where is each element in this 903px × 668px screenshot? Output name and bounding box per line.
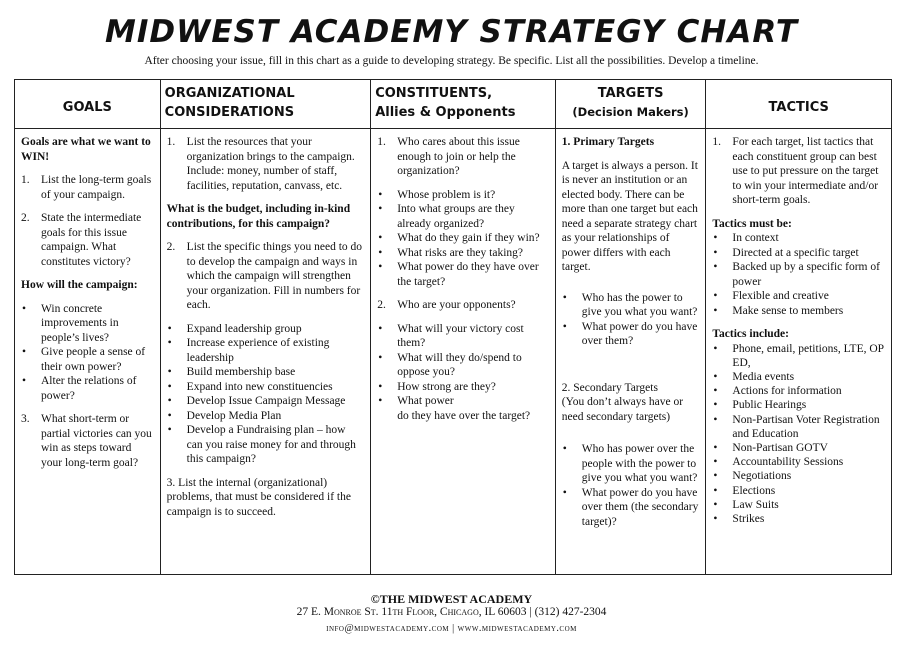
list-item-text: What do they gain if they win? [397, 232, 540, 244]
bullet-icon: • [22, 346, 27, 358]
bullet-icon: • [378, 232, 383, 244]
bullet-icon: • [713, 342, 718, 355]
list-item [712, 512, 885, 526]
targets-header [556, 80, 706, 129]
goals-item-1 [21, 173, 154, 202]
constituents-header [371, 80, 555, 129]
list-item [377, 260, 549, 289]
list-item-text: What power do you have over them (the secondary target)? [581, 486, 699, 528]
page-title: MIDWEST ACADEMY STRATEGY CHART [105, 14, 798, 50]
list-item-text: Alter the relations of power? [41, 375, 137, 402]
strategy-chart [14, 79, 892, 575]
bullet-icon: • [167, 380, 172, 393]
list-item-text: Increase experience of existing leadership [186, 337, 330, 364]
list-item-text: How strong are they? [397, 380, 496, 393]
org-body [161, 129, 371, 519]
bullet-icon: • [167, 409, 172, 422]
list-item-text: What power [397, 395, 454, 407]
list-item-text: Flexible and creative [732, 290, 829, 302]
list-item [562, 442, 700, 486]
targets-header-line1: TARGETS [597, 86, 664, 101]
list-item [712, 498, 885, 512]
item-text: State the intermediate goals for this issue campaign. What constitutes victory? [41, 212, 142, 268]
list-item-text: Develop Media Plan [186, 409, 282, 422]
list-item [562, 320, 700, 349]
bullet-icon: • [713, 498, 718, 511]
item-number: 1. [21, 174, 30, 186]
bullet-icon: • [713, 261, 718, 273]
tactics-body [706, 129, 891, 526]
bullet-icon: • [562, 320, 567, 333]
bullet-icon: • [167, 322, 172, 335]
constituents-item-1 [377, 135, 549, 179]
constituents-bullets-2 [377, 322, 549, 409]
list-item [21, 345, 154, 374]
tactics-item-1 [712, 135, 885, 208]
bullet-icon: • [713, 290, 718, 302]
bullet-icon: • [713, 232, 718, 244]
list-item-text: In context [732, 232, 779, 244]
list-item-text: Give people a sense of their own power? [41, 346, 146, 373]
bullet-icon: • [378, 351, 383, 364]
list-item [21, 302, 154, 346]
list-item-text: What will they do/spend to oppose you? [397, 351, 522, 378]
bullet-icon: • [22, 302, 27, 315]
list-item-text: Non-Partisan GOTV [732, 441, 828, 454]
bullet-icon: • [22, 375, 27, 387]
list-item-text: Non-Partisan Voter Registration and Education [732, 413, 880, 440]
org-header-line1: ORGANIZATIONAL [164, 86, 295, 101]
goals-item-3 [21, 412, 154, 470]
tactics-must-heading: Tactics must be: [712, 217, 792, 230]
bullet-icon: • [378, 322, 383, 335]
bullet-icon: • [167, 395, 172, 407]
item-number: 2. [377, 299, 386, 311]
org-item-2 [167, 240, 365, 313]
list-item [21, 374, 154, 403]
bullet-icon: • [713, 470, 718, 483]
item-number: 3. [21, 413, 30, 425]
tactics-header-label: TACTICS [768, 100, 829, 115]
goals-header [15, 80, 160, 129]
list-item [712, 413, 885, 441]
list-item-text: Elections [732, 484, 776, 497]
list-item-text: Backed up by a specific form of power [732, 261, 880, 288]
targets-secondary-heading: 2. Secondary Targets [561, 381, 658, 394]
list-item-text: Who has the power to give you what you want? [581, 291, 698, 318]
item-text: Who cares about this issue enough to join or help the organization? [397, 136, 520, 177]
list-item [712, 398, 885, 412]
item-number: 2. [21, 212, 30, 224]
bullet-icon: • [167, 424, 172, 436]
list-item-text: What risks are they taking? [397, 246, 524, 259]
constituents-body [371, 129, 555, 423]
goals-intro: Goals are what we want to WIN! [21, 136, 151, 163]
constituents-bullets-1 [377, 188, 549, 290]
list-item-text: Accountability Sessions [732, 456, 844, 469]
footer-org: ©THE MIDWEST ACADEMY [370, 592, 533, 606]
list-item-text: Expand leadership group [186, 322, 302, 335]
bullet-icon: • [562, 486, 567, 499]
constituents-column [371, 80, 556, 574]
org-header-line2: CONSIDERATIONS [164, 105, 295, 120]
bullet-icon: • [378, 188, 383, 201]
goals-body [15, 129, 160, 470]
item-text: List the resources that your organization brings to the campaign. Include: money, number of staff, facilities, reputation, canvass, etc. [186, 136, 355, 192]
bullet-icon: • [378, 261, 383, 273]
org-budget-heading: What is the budget, including in-kind contributions, for this campaign? [166, 203, 351, 230]
list-item [167, 365, 365, 380]
page-subtitle: After choosing your issue, fill in this chart as a guide to developing strategy. Be specific. List all the possibilities. Develop a timeline. [144, 55, 759, 67]
targets-column [556, 80, 707, 574]
list-item-text: Whose problem is it? [397, 188, 496, 201]
bullet-icon: • [713, 441, 718, 454]
list-item [167, 336, 365, 365]
list-item [377, 231, 549, 246]
list-item [167, 394, 365, 409]
targets-bullets-1 [562, 291, 700, 349]
bullet-icon: • [713, 512, 718, 525]
item-text: List the long-term goals of your campaign. [41, 174, 152, 201]
list-item [712, 304, 885, 319]
list-item-text: Win concrete improvements in people’s lives? [41, 302, 119, 344]
tactics-column [706, 80, 891, 574]
list-item [712, 231, 885, 246]
footer-address: 27 E. Monroe St. 11th Floor, Chicago, IL 60603 | (312) 427-2304 [296, 606, 607, 618]
list-item [167, 409, 365, 424]
bullet-icon: • [713, 385, 718, 398]
list-item [712, 289, 885, 304]
bullet-icon: • [713, 456, 718, 469]
goals-item-2 [21, 211, 154, 269]
list-item [562, 291, 700, 320]
constituents-trailing-text: do they have over the target? [397, 409, 531, 422]
goals-bullets [21, 302, 154, 404]
bullet-icon: • [378, 380, 383, 393]
bullet-icon: • [167, 366, 172, 378]
list-item [377, 188, 549, 203]
targets-primary-text: A target is always a person. It is never an institution or an elected body. There can be more than one target but each need a separate strategy chart as your relationships of power differs with each target. [561, 159, 698, 273]
item-number: 1. [166, 136, 176, 148]
item-number: 2. [166, 241, 176, 253]
list-item-text: Phone, email, petitions, LTE, OP ED, [732, 342, 884, 369]
list-item-text: Law Suits [732, 498, 779, 511]
item-text: For each target, list tactics that each constituent group can best use to put pressure on the target to win your intermediate and/or short-term goals. [732, 136, 879, 206]
list-item [167, 322, 365, 337]
bullet-icon: • [378, 395, 383, 407]
targets-bullets-2 [562, 442, 700, 529]
list-item [377, 322, 549, 351]
targets-secondary-text: (You don’t always have or need secondary targets) [561, 396, 684, 423]
list-item [712, 455, 885, 469]
list-item-text: What power do they have over the target? [397, 261, 539, 288]
org-bullets [167, 322, 365, 467]
list-item [712, 260, 885, 289]
constituents-header-line1: CONSTITUENTS, [375, 86, 493, 101]
list-item [712, 370, 885, 384]
org-header [161, 80, 371, 129]
item-text: List the specific things you need to do to develop the campaign and ways in which the campaign will strengthen your organization. Fill in numbers for each. [186, 241, 363, 311]
tactics-header [706, 80, 891, 129]
constituents-header-line2: Allies & Opponents [375, 105, 516, 120]
bullet-icon: • [378, 246, 383, 259]
item-text: Who are your opponents? [397, 299, 516, 311]
list-item-text: Expand into new constituencies [186, 380, 333, 393]
list-item [377, 394, 549, 409]
list-item-text: Who has power over the people with the power to give you what you want? [581, 443, 698, 484]
org-column [161, 80, 372, 574]
list-item-text: Media events [732, 370, 795, 383]
list-item [377, 246, 549, 261]
list-item-text: Develop Issue Campaign Message [186, 395, 346, 407]
bullet-icon: • [713, 246, 718, 259]
list-item-text: Public Hearings [732, 399, 807, 412]
item-number: 1. [712, 136, 722, 148]
list-item [377, 351, 549, 380]
list-item [712, 441, 885, 455]
list-item-text: What will your victory cost them? [397, 322, 524, 349]
list-item [712, 246, 885, 261]
list-item-text: Directed at a specific target [732, 246, 859, 259]
bullet-icon: • [562, 291, 567, 304]
list-item [712, 484, 885, 498]
bullet-icon: • [713, 399, 718, 412]
org-item-3: 3. List the internal (organizational) problems, that must be considered if the campaign is to succeed. [166, 476, 351, 518]
list-item-text: What power do you have over them? [581, 320, 698, 347]
tactics-include-bullets [712, 342, 885, 527]
tactics-include-heading: Tactics include: [712, 328, 789, 340]
list-item [712, 342, 885, 370]
list-item-text: Develop a Fundraising plan – how can you raise money for and through this campaign? [186, 424, 356, 465]
list-item [712, 469, 885, 483]
targets-body [556, 129, 706, 529]
bullet-icon: • [713, 484, 718, 497]
list-item-text: Actions for information [732, 385, 842, 398]
list-item-text: Build membership base [186, 366, 296, 378]
list-item [167, 380, 365, 395]
list-item [562, 486, 700, 530]
tactics-must-bullets [712, 231, 885, 318]
targets-header-line2: (Decision Makers) [572, 105, 689, 119]
list-item-text: Into what groups are they already organized? [397, 203, 515, 230]
list-item [712, 384, 885, 398]
goals-how-heading: How will the campaign: [21, 279, 138, 291]
list-item [167, 423, 365, 467]
list-item-text: Strikes [732, 512, 765, 525]
bullet-icon: • [167, 337, 172, 349]
bullet-icon: • [713, 370, 718, 383]
constituents-item-2 [377, 298, 549, 313]
list-item [377, 202, 549, 231]
bullet-icon: • [713, 413, 718, 426]
org-item-1 [167, 135, 365, 193]
item-text: What short-term or partial victories can you win as steps toward your long-term goal? [41, 413, 152, 469]
footer-contact: info@midwestacademy.com | www.midwestacademy.com [326, 623, 577, 634]
bullet-icon: • [713, 304, 718, 317]
goals-header-label: GOALS [62, 100, 112, 115]
list-item-text: Negotiations [732, 470, 792, 483]
goals-column [15, 80, 161, 574]
bullet-icon: • [562, 443, 567, 455]
targets-primary-heading: 1. Primary Targets [561, 136, 655, 148]
list-item [377, 380, 549, 395]
item-number: 1. [377, 136, 386, 148]
bullet-icon: • [378, 203, 383, 215]
list-item-text: Make sense to members [732, 304, 844, 317]
